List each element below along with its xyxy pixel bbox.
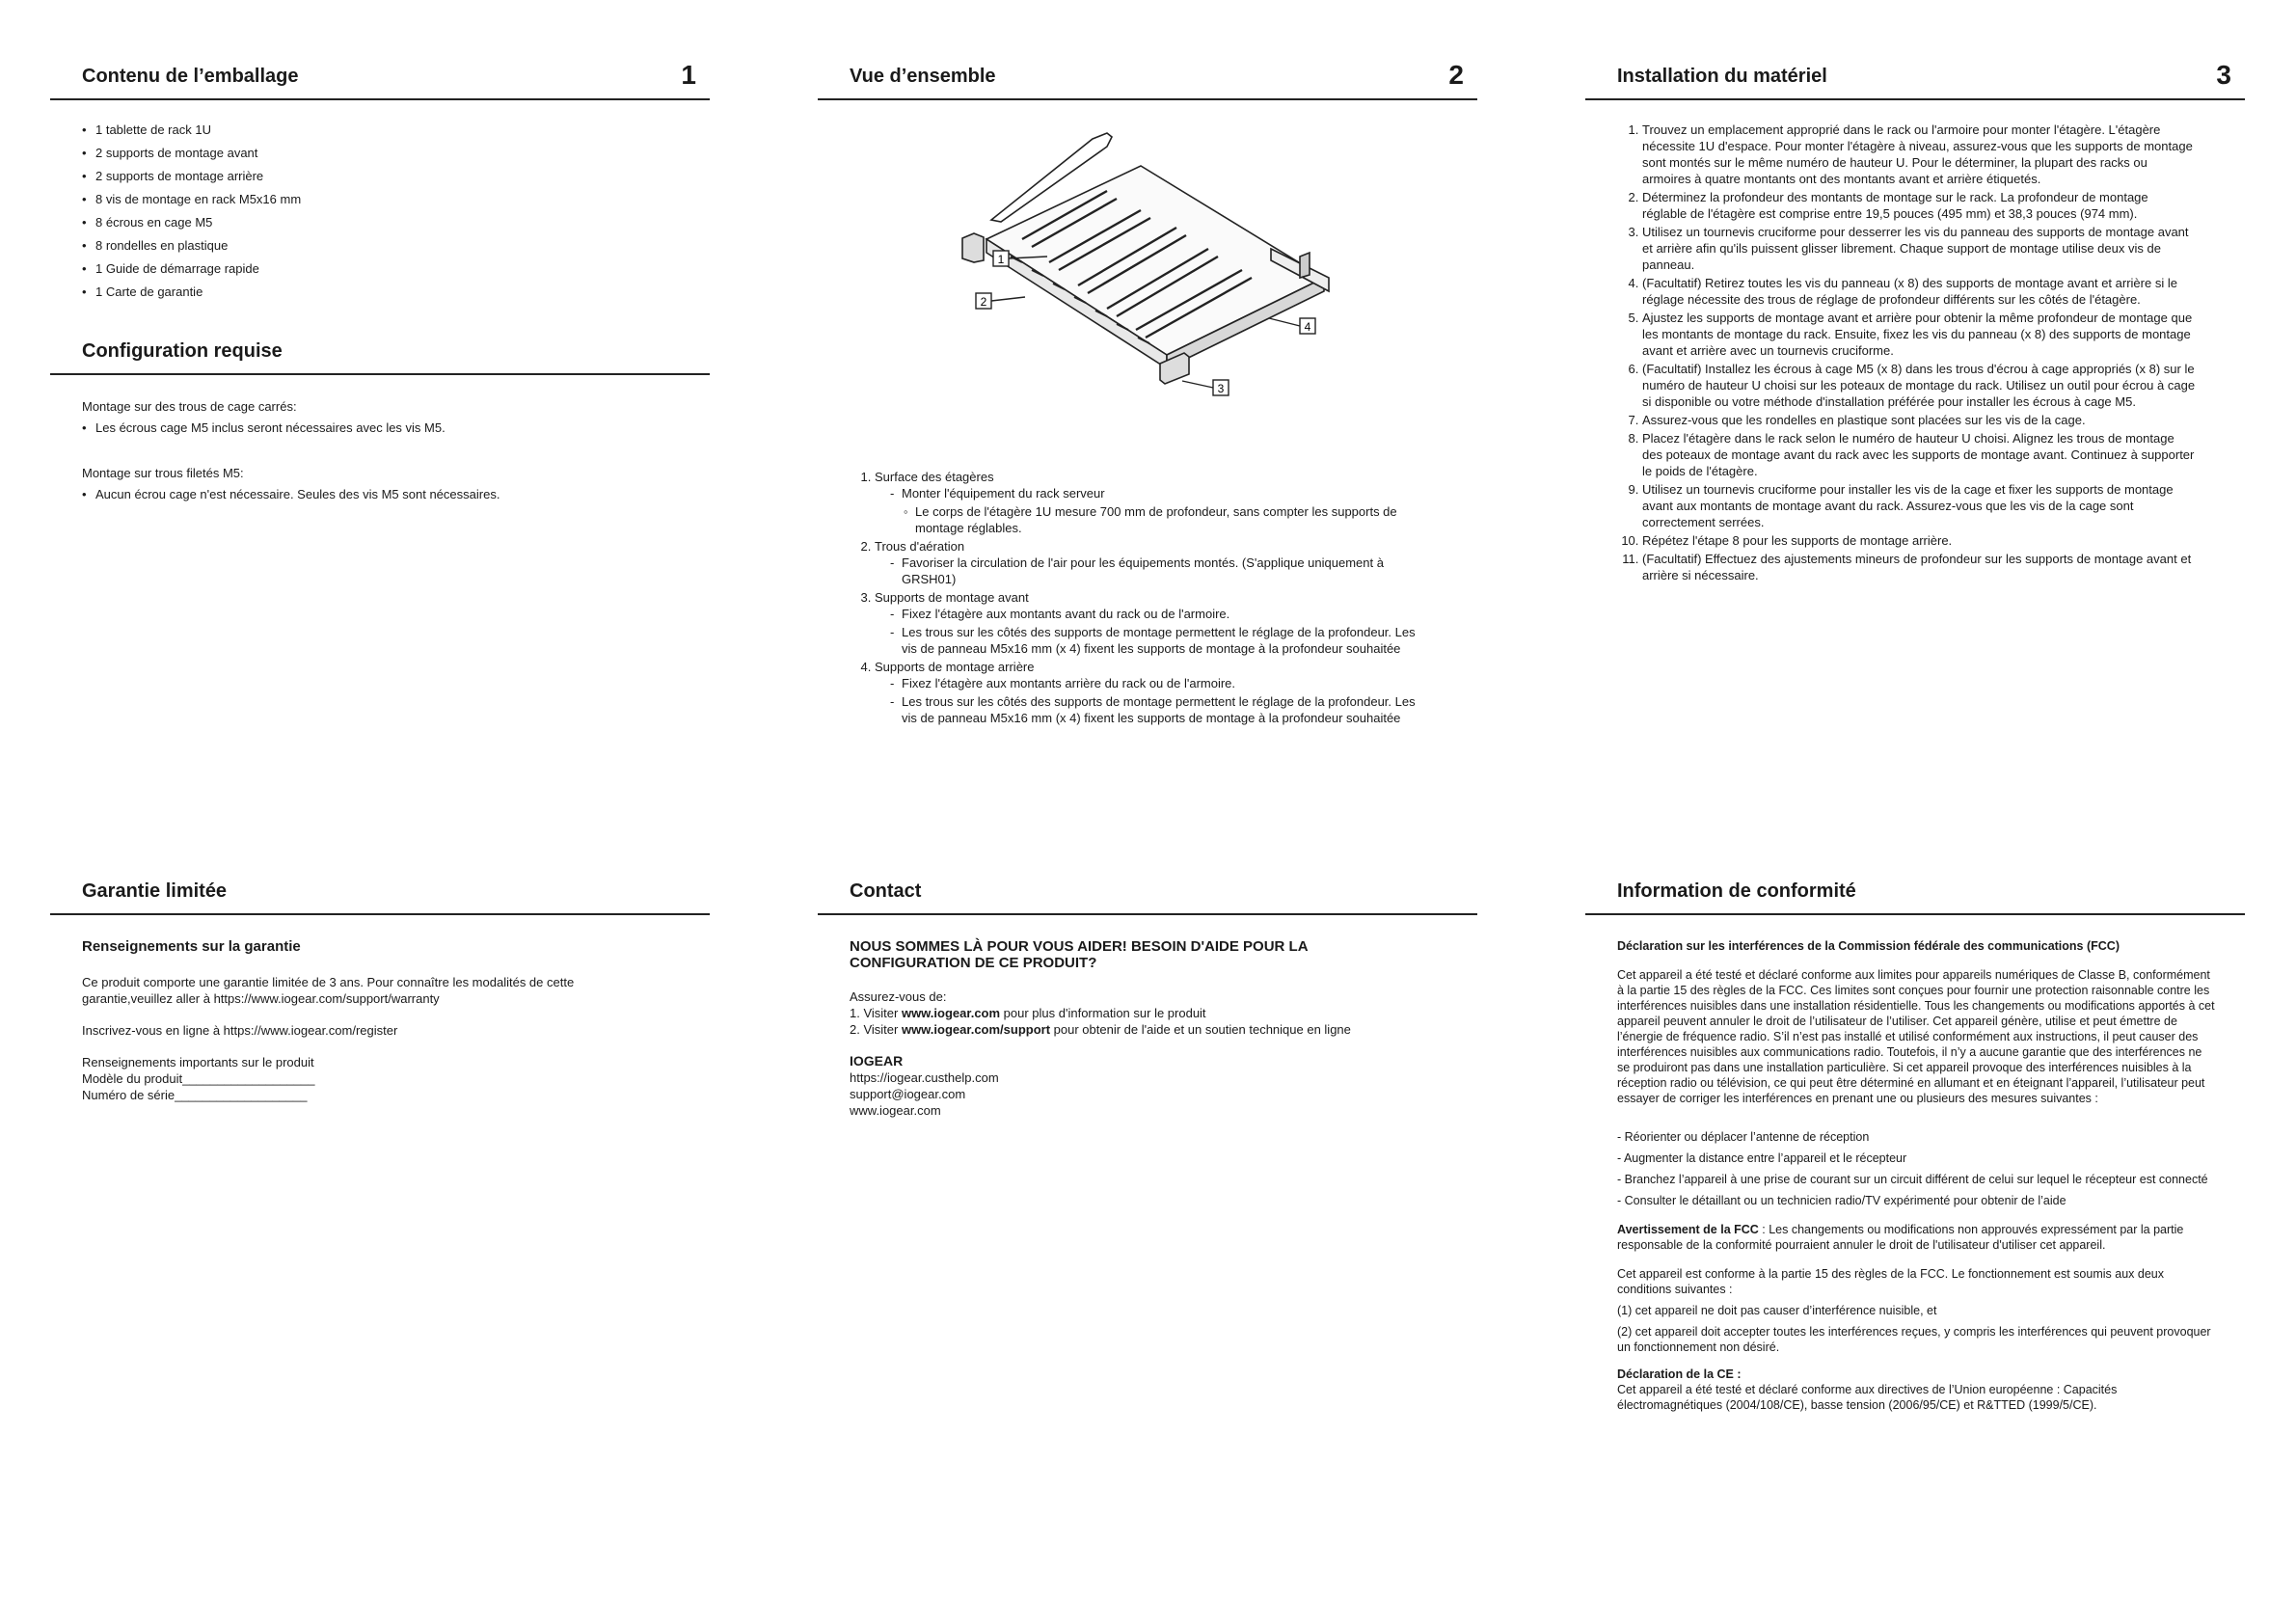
step-item: 7. Assurez-vous que les rondelles en plastique sont placées sur les vis de la cage. xyxy=(1642,412,2196,428)
line-suffix: pour plus d'information sur le produit xyxy=(1000,1006,1206,1020)
list-item xyxy=(875,469,1428,536)
step-item: 3. Utilisez un tournevis cruciforme pour desserrer les vis du panneau des supports de montage avant et arrière afin qu'ils puissent glisser librement. Chaque support de montage utilise deux vis de panneau. xyxy=(1642,224,2196,273)
list-item: • Les écrous cage M5 inclus seront nécessaires avec les vis M5. xyxy=(82,420,710,436)
callout-label: 2 xyxy=(980,295,987,309)
contact-line-1 xyxy=(850,1005,1428,1021)
callout-label: 4 xyxy=(1304,320,1311,334)
section-header xyxy=(50,873,710,915)
list-item: • 8 rondelles en plastique xyxy=(82,237,710,254)
support-email[interactable]: support@iogear.com xyxy=(850,1087,966,1101)
installation-steps-wrap xyxy=(1585,122,2196,583)
page-number: 1 xyxy=(681,60,696,90)
iogear-link[interactable]: www.iogear.com xyxy=(901,1006,1001,1020)
step-item: 11. (Facultatif) Effectuez des ajustements mineurs de profondeur sur les supports de montage avant et arrière si nécessaire. xyxy=(1642,551,2196,583)
section-title: Information de conformité xyxy=(1617,880,1856,902)
detail-line: - Les trous sur les côtés des supports de montage permettent le réglage de la profondeur. Les vis de panneau M5x16 mm (x 4) fixent les supports de montage à la profondeur souhaitée xyxy=(890,693,1428,726)
list-item: • 1 tablette de rack 1U xyxy=(82,122,710,138)
requirement-list xyxy=(82,420,710,436)
list-item: • Aucun écrou cage n'est nécessaire. Seules des vis M5 sont nécessaires. xyxy=(82,486,710,502)
detail-line: - Fixez l'étagère aux montants arrière du rack ou de l'armoire. xyxy=(890,675,1428,691)
step-item: 2. Déterminez la profondeur des montants de montage sur le rack. La profondeur de montage réglable de l'étagère est comprise entre 19,5 pouces (495 mm) et 38,3 pouces (974 mm). xyxy=(1642,189,2196,222)
item-details xyxy=(875,675,1428,726)
item-title: Supports de montage arrière xyxy=(875,660,1035,674)
measure-item: - Branchez l’appareil à une prise de courant sur un circuit différent de celui sur lequel le récepteur est connecté xyxy=(1617,1173,2208,1186)
item-details xyxy=(875,606,1428,657)
section-package-contents xyxy=(50,58,710,509)
contact-line-2 xyxy=(850,1021,1428,1038)
page-number: 3 xyxy=(2216,60,2231,90)
callout-3 xyxy=(1213,380,1229,395)
callout-4 xyxy=(1300,318,1315,334)
list-item: • 8 vis de montage en rack M5x16 mm xyxy=(82,191,710,207)
list-item xyxy=(875,659,1428,726)
callout-label: 1 xyxy=(997,253,1005,266)
installation-steps xyxy=(1617,122,2196,583)
list-item: • 2 supports de montage avant xyxy=(82,145,710,161)
measure-item: - Réorienter ou déplacer l’antenne de réception xyxy=(1617,1130,1870,1144)
item-subdetails xyxy=(875,503,1428,536)
package-contents-list xyxy=(82,122,710,300)
detail-line: ◦ Le corps de l'étagère 1U mesure 700 mm de profondeur, sans compter les supports de montage réglables. xyxy=(904,503,1428,536)
step-item: 1. Trouvez un emplacement approprié dans le rack ou l'armoire pour monter l'étagère. L'étagère nécessite 1U d'espace. Pour monter l'étagère à niveau, assurez-vous que les supports de montage sont montés sur le même numéro de hauteur U. Pour le déterminer, la plupart des racks ou armoires à quatre montants ont des montants avant et arrière étiquetés. xyxy=(1642,122,2196,187)
list-item: • 1 Carte de garantie xyxy=(82,284,710,300)
fcc-text: Cet appareil a été testé et déclaré conforme aux limites pour appareils numériques de Classe B, conformément à la partie 15 des règles de la FCC. Ces limites sont conçues pour fournir une protection raisonnable contre les interférences nuisibles dans une installation résidentielle. Tous les changements ou modifications apportés à cet appareil peuvent annuler le droit de l’utilisateur de l’utiliser. Cet appareil génère, utilise et peut émettre de l’énergie de fréquence radio. S’il n’est pas installé et utilisé conformément aux instructions, il peut causer des interférences nuisibles aux communications radio. Toutefois, il n’y a aucune garantie que des interférences ne se produiront pas dans une installation particulière. Si cet appareil provoque des interférences nuisibles à la réception radio ou télévision, ce qui peut être déterminé en allumant et en éteignant l’appareil, l’utilisateur peut essayer de corriger les interférences en prenant une ou plusieurs des mesures suivantes : xyxy=(1617,968,2215,1105)
step-item: 8. Placez l'étagère dans le rack selon le numéro de hauteur U choisi. Alignez les trous de montage des poteaux de montage avant du rack avec les supports de montage avant. Continuez à supporter le poids de l'étagère. xyxy=(1642,430,2196,479)
support-link[interactable]: www.iogear.com/support xyxy=(901,1022,1051,1037)
warning-text: : Les changements ou modifications non approuvés expressément par la partie responsable de la conformité pourraient annuler le droit de l'utilisateur d'utiliser cet appareil. xyxy=(1617,1223,2184,1252)
line-prefix: 2. Visiter xyxy=(850,1022,902,1037)
measure-item: - Augmenter la distance entre l’appareil et le récepteur xyxy=(1617,1151,1907,1165)
step-item: 10. Répétez l'étape 8 pour les supports de montage arrière. xyxy=(1642,532,2196,549)
contact-body xyxy=(818,938,1428,1119)
section-title: Installation du matériel xyxy=(1617,66,1827,87)
warranty-text: Ce produit comporte une garantie limitée de 3 ans. Pour connaître les modalités de cette garantie,veuillez aller à https://www.iogear.com/support/warranty xyxy=(82,975,575,1006)
model-field: Modèle du produit___________________ xyxy=(82,1071,315,1086)
list-item: • 8 écrous en cage M5 xyxy=(82,214,710,230)
warranty-body xyxy=(50,938,661,1103)
requirement-label: Montage sur trous filetés M5: xyxy=(82,466,244,480)
overview-list xyxy=(850,469,1428,726)
section-compliance xyxy=(1585,873,2245,1413)
section-title: Vue d’ensemble xyxy=(850,66,996,87)
serial-field: Numéro de série___________________ xyxy=(82,1088,308,1102)
contact-headline: NOUS SOMMES LÀ POUR VOUS AIDER! BESOIN D'AIDE POUR LA CONFIGURATION DE CE PRODUIT? xyxy=(850,938,1308,971)
item-details xyxy=(875,555,1428,587)
warning-label: Avertissement de la FCC xyxy=(1617,1223,1759,1236)
callout-1 xyxy=(993,251,1009,266)
section-title: Contenu de l’emballage xyxy=(82,66,299,87)
list-item xyxy=(875,589,1428,657)
rack-shelf-diagram xyxy=(818,116,1416,463)
section-title: Contact xyxy=(850,880,922,902)
detail-line: - Monter l'équipement du rack serveur xyxy=(890,485,1428,501)
detail-line: - Favoriser la circulation de l'air pour les équipements montés. (S'applique uniquement à GRSH01) xyxy=(890,555,1428,587)
detail-line: - Les trous sur les côtés des supports de montage permettent le réglage de la profondeur. Les vis de panneau M5x16 mm (x 4) fixent les supports de montage à la profondeur souhaitée xyxy=(890,624,1428,657)
requirement-label: Montage sur des trous de cage carrés: xyxy=(82,399,297,414)
section-contact xyxy=(818,873,1477,1119)
measure-item: - Consulter le détaillant ou un technicien radio/TV expérimenté pour obtenir de l’aide xyxy=(1617,1194,2066,1207)
custhelp-link[interactable]: https://iogear.custhelp.com xyxy=(850,1070,999,1085)
important-label: Renseignements importants sur le produit xyxy=(82,1055,314,1069)
warranty-subtitle: Renseignements sur la garantie xyxy=(82,938,301,955)
list-item: • 2 supports de montage arrière xyxy=(82,168,710,184)
part15-text: Cet appareil est conforme à la partie 15 des règles de la FCC. Le fonctionnement est soumis aux deux conditions suivantes : xyxy=(1617,1267,2164,1296)
section-header xyxy=(1585,873,2245,915)
ensure-label: Assurez-vous de: xyxy=(850,989,947,1004)
item-title: Supports de montage avant xyxy=(875,590,1029,605)
section-header xyxy=(50,58,710,100)
step-item: 5. Ajustez les supports de montage avant et arrière pour obtenir la même profondeur de montage que les montants de montage du rack. Ensuite, fixez les vis du panneau (x 8) des supports de montage avant et arrière avec un tournevis cruciforme. xyxy=(1642,310,2196,359)
fcc-warning xyxy=(1617,1222,2215,1253)
website-link[interactable]: www.iogear.com xyxy=(850,1103,941,1118)
section-header xyxy=(818,873,1477,915)
ce-text: Cet appareil a été testé et déclaré conforme aux directives de l’Union européenne : Capacités électromagnétiques (2004/108/CE), basse tension (2006/95/CE) et R&TTED (1999/5/CE). xyxy=(1617,1383,2118,1412)
line-prefix: 1. Visiter xyxy=(850,1006,902,1020)
section-header xyxy=(818,58,1477,100)
step-item: 6. (Facultatif) Installez les écrous à cage M5 (x 8) dans les trous d'écrou à cage appropriés (x 8) sur le numéro de hauteur U choisi sur les poteaux de montage du rack. Utilisez un outil pour écrou à cage si disponible ou votre méthode d'installation préférée pour installer les écrous à cage M5. xyxy=(1642,361,2196,410)
compliance-body xyxy=(1585,938,2215,1413)
list-item xyxy=(875,538,1428,587)
section-header xyxy=(1585,58,2245,100)
package-list-wrap xyxy=(50,122,710,300)
requirements-body xyxy=(50,398,710,502)
step-item: 9. Utilisez un tournevis cruciforme pour installer les vis de la cage et fixer les supports de montage avant aux montants de montage avant du rack. Assurez-vous que les vis de la cage sont correctement serrées. xyxy=(1642,481,2196,530)
requirement-list xyxy=(82,486,710,502)
company-name: IOGEAR xyxy=(850,1053,904,1069)
item-details xyxy=(875,485,1428,501)
page-number: 2 xyxy=(1448,60,1464,90)
line-suffix: pour obtenir de l'aide et un soutien technique en ligne xyxy=(1050,1022,1351,1037)
section-hardware-installation xyxy=(1585,58,2245,585)
ce-label: Déclaration de la CE : xyxy=(1617,1367,1742,1381)
detail-line: - Fixez l'étagère aux montants avant du rack ou de l'armoire. xyxy=(890,606,1428,622)
item-title: Surface des étagères xyxy=(875,470,994,484)
step-item: 4. (Facultatif) Retirez toutes les vis du panneau (x 8) des supports de montage avant et arrière si le réglage nécessite des trous de réglage de profondeur différents sur les côtés de l'étagère. xyxy=(1642,275,2196,308)
section-overview xyxy=(818,58,1477,762)
fcc-heading: Déclaration sur les interférences de la Commission fédérale des communications (FCC) xyxy=(1617,939,2120,953)
overview-descriptions xyxy=(818,469,1428,728)
item-title: Trous d'aération xyxy=(875,539,965,554)
section-header xyxy=(50,333,710,375)
condition-item: (1) cet appareil ne doit pas causer d’interférence nuisible, et xyxy=(1617,1304,1937,1317)
callout-2 xyxy=(976,293,991,309)
section-title: Configuration requise xyxy=(82,340,283,362)
condition-item: (2) cet appareil doit accepter toutes les interférences reçues, y compris les interférences qui peuvent provoquer un fonctionnement non désiré. xyxy=(1617,1325,2211,1354)
section-limited-warranty xyxy=(50,873,710,1103)
section-title: Garantie limitée xyxy=(82,880,228,902)
list-item: • 1 Guide de démarrage rapide xyxy=(82,260,710,277)
register-text: Inscrivez-vous en ligne à https://www.iogear.com/register xyxy=(82,1023,398,1038)
callout-label: 3 xyxy=(1217,382,1225,395)
